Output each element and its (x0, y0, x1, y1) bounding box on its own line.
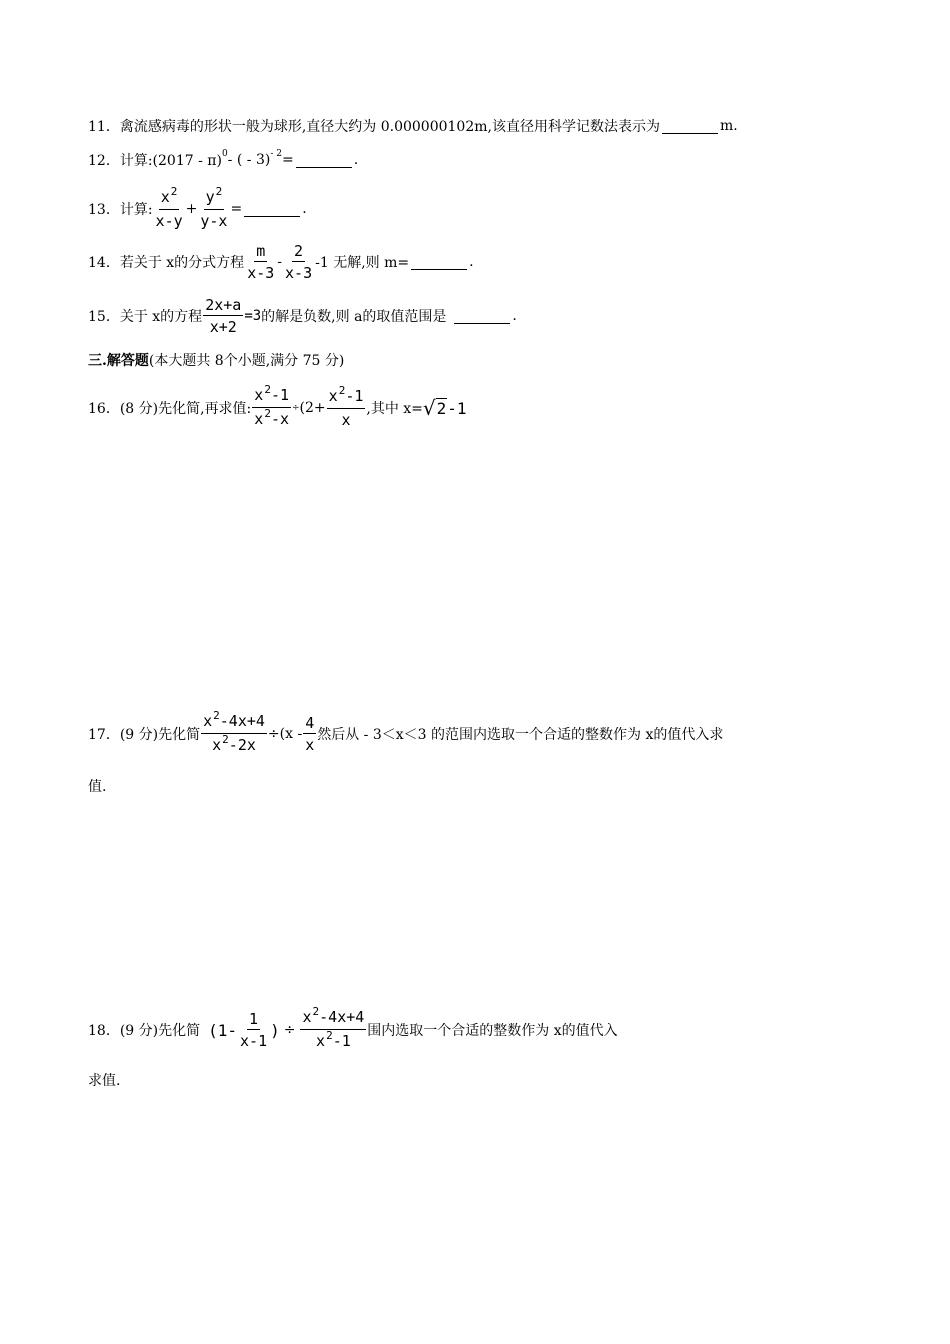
minus-one: -1 (447, 398, 467, 418)
paren-open: (2+ (299, 400, 326, 416)
question-17-line-2 (88, 776, 106, 796)
answer-blank[interactable] (454, 309, 510, 324)
question-12 (88, 150, 358, 170)
exponent-neg-two: - 2 (270, 149, 282, 159)
fraction-1: $\frac{1}{x-1}$ (240, 1010, 268, 1050)
question-tail: -1 无解,则 m= (315, 255, 410, 271)
question-number: 12． (88, 153, 120, 169)
question-text: 若关于 x的分式方程 (119, 255, 245, 271)
question-17 (88, 709, 724, 756)
question-tail: ,其中 x= (366, 401, 423, 417)
question-tail: 然后从 - 3＜x＜3 的范围内选取一个合适的整数作为 x的值代入求 (317, 727, 724, 743)
section-title: 三.解答题 (88, 353, 149, 369)
question-text: (9 分)先化简 (119, 727, 201, 743)
divide-sign: ÷ (283, 1022, 296, 1038)
question-tail: 的解是负数,则 a的取值范围是 (261, 309, 447, 325)
question-18-line-2 (88, 1070, 120, 1090)
expression-prefix: 计算: (119, 202, 153, 218)
equals-sign: = (281, 152, 294, 168)
question-13 (88, 185, 307, 230)
question-text: (8 分)先化简,再求值: (119, 401, 252, 417)
question-14 (88, 242, 474, 282)
fraction-1: $\frac{x^2}{x-y}$ (155, 185, 183, 230)
answer-blank[interactable] (411, 255, 467, 270)
fraction-2: $\frac{x^2-4x+4}{x^2-1}$ (302, 1005, 365, 1050)
divide-sign: ÷ (292, 403, 300, 413)
period: . (302, 201, 307, 217)
period: . (469, 254, 474, 270)
fraction-2: $\frac{4}{x}$ (305, 714, 315, 754)
sqrt-icon: √ (422, 396, 436, 420)
question-15 (88, 296, 517, 336)
expression-middle: - ( - 3) (227, 152, 271, 168)
fraction-1: $\frac{m}{x-3}$ (247, 242, 275, 282)
question-text: (9 分)先化简 (119, 1023, 201, 1039)
section-header (88, 350, 344, 370)
fraction-2: $\frac{y^2}{y-x}$ (200, 185, 228, 230)
question-16 (88, 383, 467, 430)
divide-sign: ÷ (267, 726, 280, 742)
equals-three: =3 (244, 308, 262, 324)
answer-blank[interactable] (244, 202, 300, 217)
sqrt-value: 2 (436, 399, 447, 418)
exponent-zero: 0 (221, 149, 228, 159)
fraction-2: $\frac{x^2-1}{x}$ (328, 384, 364, 429)
question-text: 禽流感病毒的形状一般为球形,直径大约为 0.000000102m,该直径用科学记数法表示为 (119, 119, 660, 135)
fraction: $\frac{2x+a}{x+2}$ (205, 296, 242, 336)
question-text-continued: 求值. (88, 1073, 121, 1089)
expression-prefix: 计算:(2017 - π) (119, 153, 222, 169)
question-text-continued: 值. (88, 779, 107, 795)
paren-open: (1- (208, 1020, 238, 1040)
question-text: 关于 x的方程 (119, 309, 203, 325)
paren-open: (x - (279, 726, 303, 742)
question-number: 17． (88, 727, 120, 743)
question-18 (88, 1005, 618, 1052)
paren-close: ) (270, 1020, 280, 1040)
fraction-2: $\frac{2}{x-3}$ (285, 242, 313, 282)
question-number: 14． (88, 255, 120, 271)
question-number: 16． (88, 401, 120, 417)
fraction-1: $\frac{x^2-4x+4}{x^2-2x}$ (203, 709, 265, 754)
fraction-1: $\frac{x^2-1}{x^2-x}$ (254, 383, 289, 428)
question-tail: 围内选取一个合适的整数作为 x的值代入 (367, 1023, 618, 1039)
question-number: 11． (88, 119, 120, 135)
equals-sign: = (230, 201, 243, 217)
question-number: 15． (88, 309, 120, 325)
plus-sign: + (185, 201, 198, 217)
question-11 (88, 116, 738, 136)
period: . (353, 152, 359, 168)
question-number: 18． (88, 1023, 120, 1039)
section-note: (本大题共 8个小题,满分 75 分) (148, 353, 345, 369)
answer-blank[interactable] (662, 119, 718, 134)
unit-text: m. (719, 118, 738, 134)
minus-sign: - (277, 254, 283, 270)
question-number: 13． (88, 202, 120, 218)
period: . (512, 308, 517, 324)
answer-blank[interactable] (296, 153, 352, 168)
